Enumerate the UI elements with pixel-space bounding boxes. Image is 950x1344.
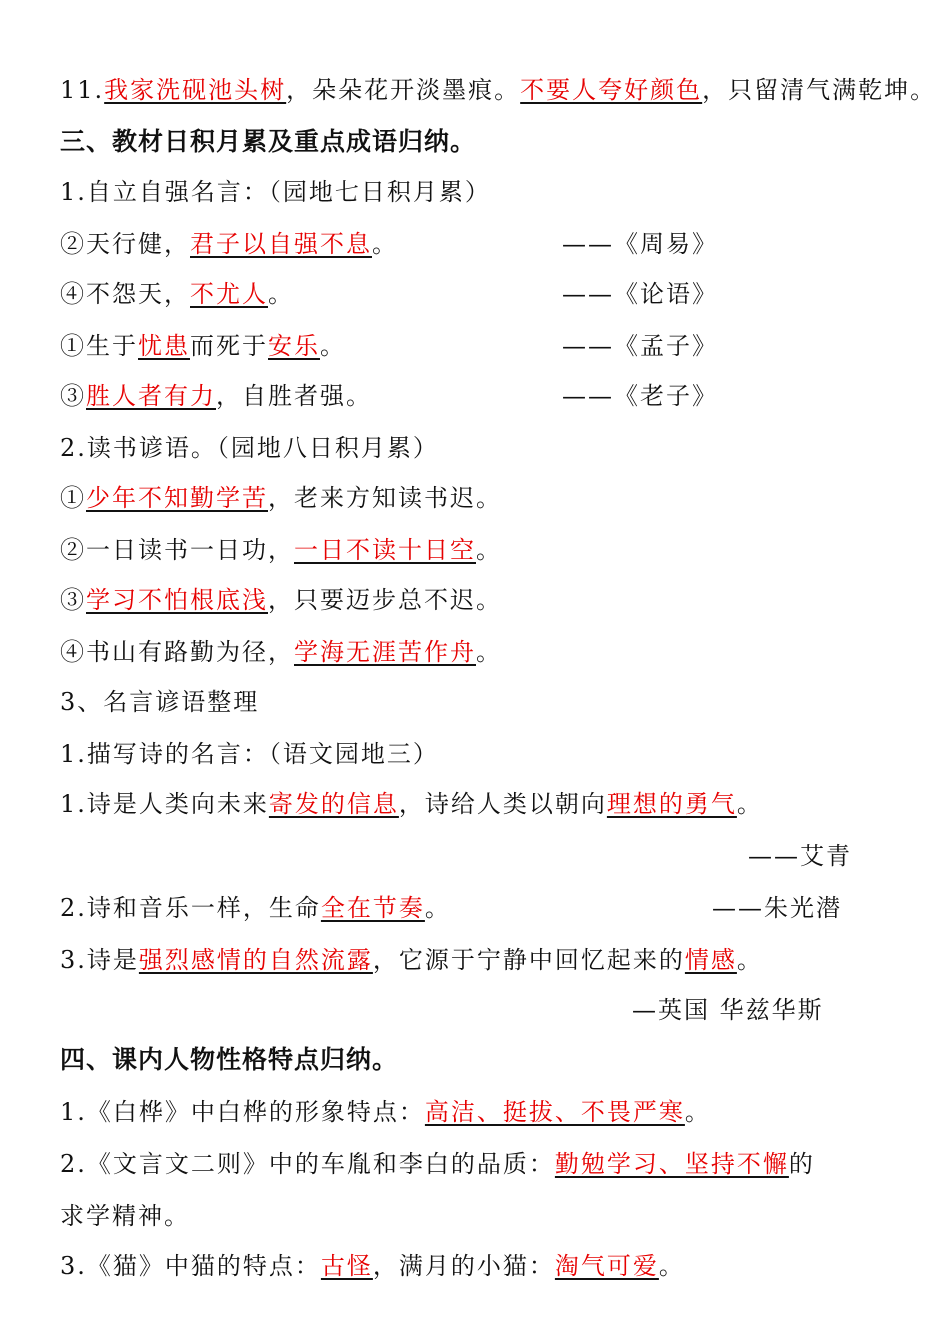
quote-line: ②天行健，君子以自强不息。	[60, 230, 398, 258]
section-heading-3: 三、教材日积月累及重点成语归纳。	[60, 127, 477, 156]
answer: 古怪	[320, 1252, 373, 1280]
answer: 君子以自强不息	[190, 230, 372, 258]
character-trait-line: 1.《白桦》中白桦的形象特点：高洁、挺拔、不畏严寒。	[60, 1098, 711, 1126]
answer: 学海无涯苦作舟	[294, 638, 476, 666]
answer: 理想的勇气	[606, 790, 737, 818]
answer: 寄发的信息	[268, 790, 399, 818]
idiom-line-11: 11.我家洗砚池头树，朵朵花开淡墨痕。不要人夸好颜色，只留清气满乾坤。	[60, 76, 937, 104]
poetry-quote: 3.诗是强烈感情的自然流露，它源于宁静中回忆起来的情感。	[60, 946, 763, 974]
answer: 勤勉学习、坚持不懈	[554, 1150, 789, 1178]
proverb-line: ①少年不知勤学苦，老来方知读书迟。	[60, 484, 502, 512]
quote-source: ——《论语》	[562, 280, 718, 308]
answer: 忧患	[138, 332, 190, 360]
answer: 少年不知勤学苦	[86, 484, 268, 512]
answer: 我家洗砚池头树	[104, 76, 287, 104]
proverb-line: ④书山有路勤为径，学海无涯苦作舟。	[60, 638, 502, 666]
quote-source: ——《孟子》	[562, 332, 718, 360]
answer: 不尤人	[190, 280, 268, 308]
subsection-title: 1.自立自强名言：（园地七日积月累）	[60, 178, 491, 206]
answer: 强烈感情的自然流露	[138, 946, 373, 974]
quote-source: ——《周易》	[562, 230, 718, 258]
subsection-title: 1.描写诗的名言：（语文园地三）	[60, 740, 439, 768]
character-trait-line: 3.《猫》中猫的特点：古怪，满月的小猫：淘气可爱。	[60, 1252, 685, 1280]
character-trait-line: 2.《文言文二则》中的车胤和李白的品质：勤勉学习、坚持不懈的	[60, 1150, 815, 1178]
answer: 全在节奏	[320, 894, 425, 922]
subsection-title: 3、名言谚语整理	[60, 688, 260, 716]
proverb-line: ②一日读书一日功，一日不读十日空。	[60, 536, 502, 564]
answer: 学习不怕根底浅	[86, 586, 268, 614]
quote-source: ——艾青	[748, 842, 852, 870]
answer: 情感	[684, 946, 737, 974]
answer: 淘气可爱	[554, 1252, 659, 1280]
subsection-title: 2.读书谚语。（园地八日积月累）	[60, 434, 439, 462]
poetry-quote: 1.诗是人类向未来寄发的信息，诗给人类以朝向理想的勇气。	[60, 790, 763, 818]
proverb-line: ③学习不怕根底浅，只要迈步总不迟。	[60, 586, 502, 614]
answer: 高洁、挺拔、不畏严寒	[424, 1098, 685, 1126]
quote-source: —英国 华兹华斯	[632, 996, 824, 1024]
quote-line: ③胜人者有力，自胜者强。	[60, 382, 372, 410]
section-heading-4: 四、课内人物性格特点归纳。	[60, 1045, 399, 1074]
quote-source: ——《老子》	[562, 382, 718, 410]
quote-line: ①生于忧患而死于安乐。	[60, 332, 346, 360]
answer: 一日不读十日空	[294, 536, 476, 564]
character-trait-line-cont: 求学精神。	[60, 1202, 190, 1230]
answer: 胜人者有力	[86, 382, 216, 410]
answer: 不要人夸好颜色	[520, 76, 703, 104]
answer: 安乐	[268, 332, 320, 360]
quote-line: ④不怨天，不尤人。	[60, 280, 294, 308]
quote-source: ——朱光潜	[712, 894, 842, 922]
poetry-quote: 2.诗和音乐一样，生命全在节奏。	[60, 894, 451, 922]
